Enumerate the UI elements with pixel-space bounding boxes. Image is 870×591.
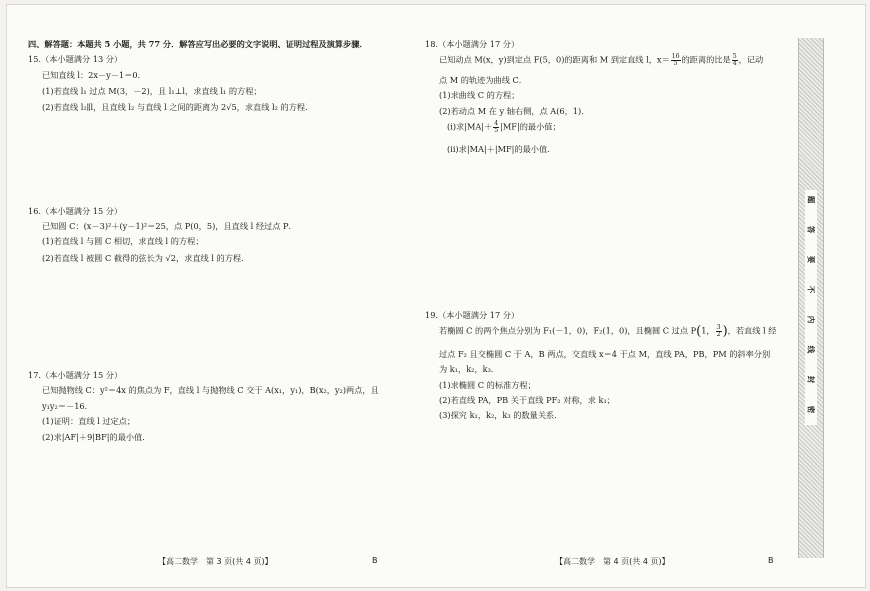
frac-denominator: 4 bbox=[732, 60, 737, 68]
binding-strip-label bbox=[805, 190, 817, 425]
paren-left: ( bbox=[696, 324, 702, 340]
q17-stem-line1: 已知抛物线 C：y²＝4x 的焦点为 F，直线 l 与抛物线 C 交于 A(x₁，y₁)，B(x₂，y₂)两点，且 bbox=[42, 385, 379, 395]
q18-fraction-5-4 bbox=[732, 54, 738, 67]
strip-char: 答 bbox=[806, 225, 816, 234]
q16-part2: (2)若直线 l 被圆 C 截得的弦长为 √2，求直线 l 的方程． bbox=[42, 253, 250, 263]
q19-stem-line3: 为 k₁，k₂，k₃． bbox=[439, 364, 500, 374]
frac-denominator: 5 bbox=[494, 127, 499, 135]
q16-stem: 已知圆 C：(x－3)²＋(y－1)²＝25，点 P(0，5)，且直线 l 经过点 P． bbox=[42, 221, 297, 231]
q19-stem-line2: 过点 F₂ 且交椭圆 C 于 A，B 两点，交直线 x＝4 于点 M，直线 PA，PB，PM 的斜率分别 bbox=[439, 349, 771, 359]
q18-fraction-4-5 bbox=[493, 121, 499, 134]
q15-header: 15.（本小题满分 13 分） bbox=[28, 54, 123, 64]
q19-part2: (2)若直线 PA，PB 关于直线 PF₂ 对称，求 k₁； bbox=[439, 395, 615, 405]
frac-denominator: 5 bbox=[673, 60, 678, 68]
strip-char: 要 bbox=[806, 255, 816, 264]
frac-numerator: 16 bbox=[671, 53, 680, 60]
q15-part2: (2)若直线 l₂∥l，且直线 l₂ 与直线 l 之间的距离为 2√5，求直线 l₂ 的方程． bbox=[42, 102, 314, 112]
strip-char: 不 bbox=[806, 285, 816, 294]
q17-header: 17.（本小题满分 15 分） bbox=[28, 370, 123, 380]
q19-point-x: 1， bbox=[701, 325, 715, 336]
q18-stem-text-c: ，记动 bbox=[738, 54, 764, 65]
q18-stem-line2: 点 M 的轨迹为曲线 C． bbox=[439, 75, 527, 85]
q18-stem-text-a: 已知动点 M(x，y)到定点 F(5，0)的距离和 M 到定直线 l，x＝ bbox=[439, 54, 670, 65]
strip-char: 内 bbox=[806, 315, 816, 324]
strip-char: 封 bbox=[806, 375, 816, 384]
paren-right: ) bbox=[722, 324, 728, 340]
q18-fraction-16-5 bbox=[671, 54, 681, 67]
q17-part1: (1)证明：直线 l 过定点； bbox=[42, 416, 136, 426]
q18-stem-text-b: 的距离的比是 bbox=[681, 54, 731, 65]
right-paper-code: B bbox=[768, 556, 774, 565]
q18-part2-i bbox=[425, 121, 561, 134]
frac-numerator: 5 bbox=[732, 53, 737, 60]
q19-stem-line1 bbox=[425, 325, 776, 338]
q17-part2: (2)求|AF|＋9|BF|的最小值． bbox=[42, 432, 151, 442]
left-paper-code: B bbox=[372, 556, 378, 565]
q18-part2-i-text-b: |MF|的最小值； bbox=[500, 121, 561, 132]
section-heading: 四、解答题：本题共 5 小题，共 77 分．解答应写出必要的文字说明、证明过程及演算步骤． bbox=[28, 39, 368, 49]
q16-part1: (1)若直线 l 与圆 C 相切，求直线 l 的方程； bbox=[42, 236, 204, 246]
q18-stem-line1 bbox=[425, 54, 763, 67]
q16-header: 16.（本小题满分 15 分） bbox=[28, 206, 123, 216]
q18-part1: (1)求曲线 C 的方程； bbox=[439, 90, 520, 100]
frac-numerator: 4 bbox=[494, 120, 499, 127]
q15-part1: (1)若直线 l₁ 过点 M(3，－2)，且 l₁⊥l，求直线 l₁ 的方程； bbox=[42, 86, 262, 96]
q18-part2: (2)若动点 M 在 y 轴右侧，点 A(6，1)． bbox=[439, 106, 590, 116]
q19-part1: (1)求椭圆 C 的标准方程； bbox=[439, 380, 536, 390]
q19-fraction-3-2 bbox=[716, 325, 722, 338]
left-page-footer: 【高二数学 第 3 页(共 4 页)】 bbox=[158, 557, 273, 566]
strip-char: 线 bbox=[806, 345, 816, 354]
q19-stem-text-a: 若椭圆 C 的两个焦点分别为 F₁(－1，0)，F₂(1，0)，且椭圆 C 过点 P bbox=[439, 325, 697, 336]
q18-part2-i-text-a: (i)求|MA|＋ bbox=[447, 121, 493, 132]
q19-part3: (3)探究 k₁，k₂，k₃ 的数量关系． bbox=[439, 410, 563, 420]
q17-stem-line2: y₁y₂＝－16． bbox=[42, 401, 93, 411]
q18-header: 18.（本小题满分 17 分） bbox=[425, 39, 520, 49]
right-page-footer: 【高二数学 第 4 页(共 4 页)】 bbox=[555, 557, 670, 566]
strip-char: 密 bbox=[806, 405, 816, 414]
frac-denominator: 2 bbox=[716, 331, 721, 339]
frac-numerator: 3 bbox=[716, 324, 721, 331]
q19-stem-text-b: ，若直线 l 经 bbox=[727, 325, 777, 336]
q15-stem: 已知直线 l：2x－y－1＝0． bbox=[42, 70, 146, 80]
q18-part2-ii: (ii)求|MA|＋|MF|的最小值． bbox=[447, 144, 556, 154]
strip-char: 题 bbox=[806, 195, 816, 204]
q19-header: 19.（本小题满分 17 分） bbox=[425, 310, 520, 320]
